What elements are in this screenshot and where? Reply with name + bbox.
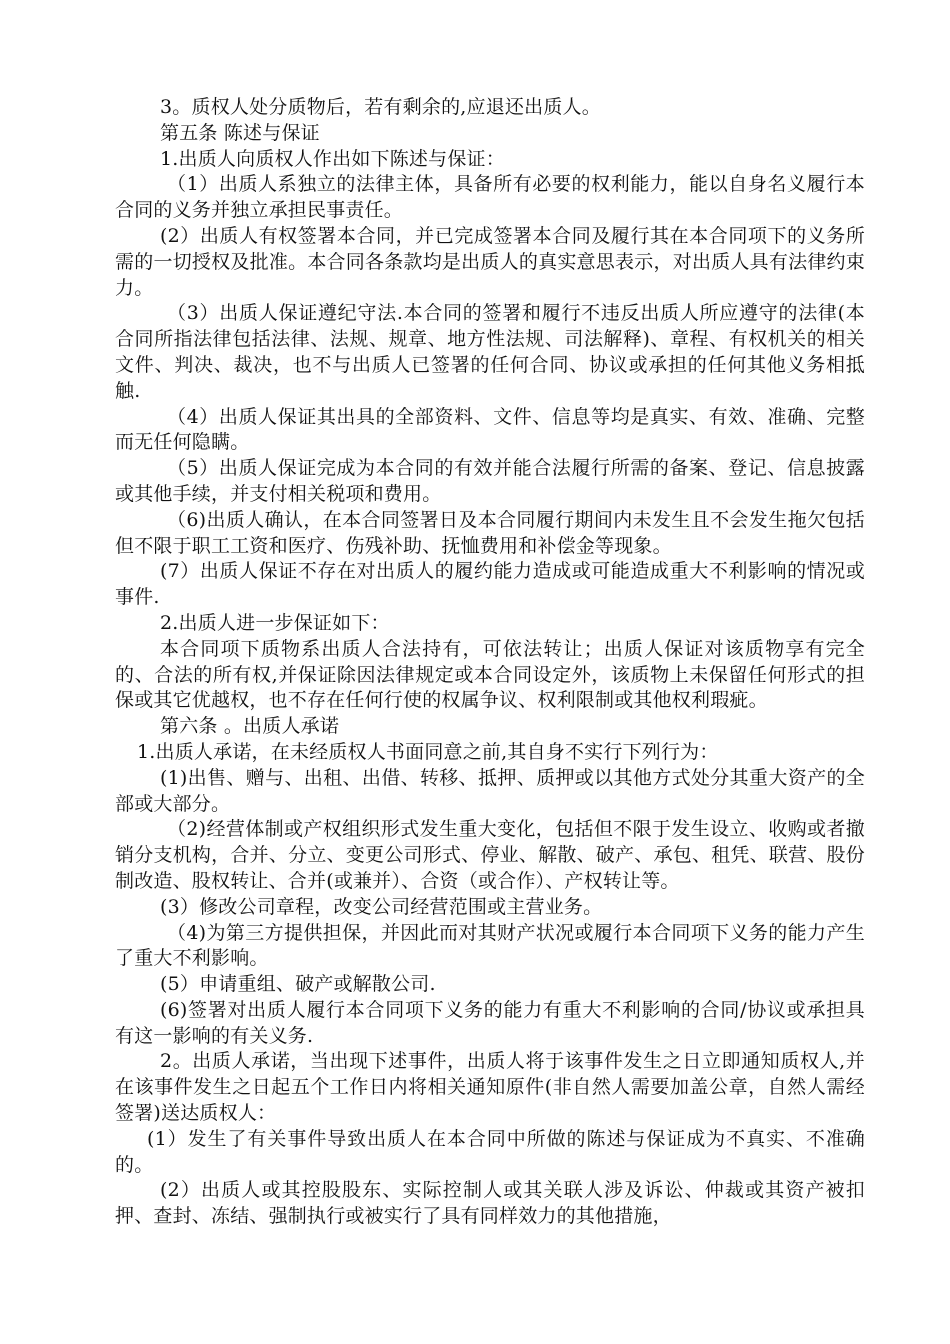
- clause-6-1-item-3: (3）修改公司章程，改变公司经营范围或主营业务。: [160, 895, 603, 918]
- paragraph-pledge-surplus: 3。质权人处分质物后，若有剩余的,应退还出质人。: [160, 96, 601, 118]
- clause-5-1-item-1: （1）出质人系独立的法律主体，具备所有必要的权利能力，能以自身名义履行本合同的义务并独立承担民事责任。: [115, 173, 865, 222]
- clause-5-2-body: 本合同项下质物系出质人合法持有，可依法转让；出质人保证对该质物享有完全的、合法的所有权,并保证除因法律规定或本合同设定外，该质物上未保留任何形式的担保或其它优越权，也不存在任何行使的权属争议、权利限制或其他权利瑕疵。: [115, 637, 865, 712]
- clause-6-2-intro: 2。出质人承诺，当出现下述事件，出质人将于该事件发生之日立即通知质权人,并在该事件发生之日起五个工作日内将相关通知原件(非自然人需要加盖公章，自然人需经签署)送达质权人：: [115, 1050, 865, 1125]
- clause-5-1-item-5: （5）出质人保证完成为本合同的有效并能合法履行所需的备案、登记、信息披露或其他手续，并支付相关税项和费用。: [115, 457, 865, 505]
- clause-6-1-intro: 1.出质人承诺，在未经质权人书面同意之前,其自身不实行下列行为：: [137, 740, 719, 763]
- clause-5-1-item-2: (2）出质人有权签署本合同，并已完成签署本合同及履行其在本合同项下的义务所需的一切授权及批准。本合同各条款均是出质人的真实意思表示，对出质人具有法律约束力。: [115, 224, 865, 299]
- clause-6-1-item-1: (1)出售、赠与、出租、出借、转移、抵押、质押或以其他方式处分其重大资产的全部或大部分。: [115, 766, 865, 815]
- clause-6-1-item-5: (5）申请重组、破产或解散公司.: [160, 973, 436, 996]
- clause-6-1-item-2: （2)经营体制或产权组织形式发生重大变化，包括但不限于发生设立、收购或者撤销分支机构，合并、分立、变更公司形式、停业、解散、破产、承包、租凭、联营、股份制改造、股权转让、合并(或兼并）、合资（或合作）、产权转让等。: [115, 818, 865, 892]
- clause-5-2-intro: 2.出质人进一步保证如下：: [160, 611, 390, 634]
- article-5-heading: 第五条 陈述与保证: [160, 121, 320, 144]
- clause-6-1-item-6: (6)签署对出质人履行本合同项下义务的能力有重大不利影响的合同/协议或承担具有这一影响的有关义务.: [115, 998, 865, 1047]
- article-6-heading: 第六条 。出质人承诺: [160, 715, 340, 738]
- clause-6-2-item-2: (2）出质人或其控股股东、实际控制人或其关联人涉及诉讼、仲裁或其资产被扣押、查封、冻结、强制执行或被实行了具有同样效力的其他措施，: [115, 1179, 865, 1228]
- clause-5-1-intro: 1.出质人向质权人作出如下陈述与保证：: [160, 147, 505, 170]
- clause-5-1-item-6: （6)出质人确认，在本合同签署日及本合同履行期间内未发生且不会发生拖欠包括但不限于职工工资和医疗、伤残补助、抚恤费用和补偿金等现象。: [115, 508, 865, 557]
- clause-5-1-item-3: （3）出质人保证遵纪守法.本合同的签署和履行不违反出质人所应遵守的法律(本合同所指法律包括法律、法规、规章、地方性法规、司法解释)、章程、有权机关的相关文件、判决、裁决，也不与出质人已签署的任何合同、协议或承担的任何其他义务相抵触.: [115, 302, 865, 402]
- clause-5-1-item-4: （4）出质人保证其出具的全部资料、文件、信息等均是真实、有效、准确、完整而无任何隐瞒。: [115, 405, 865, 454]
- clause-5-1-item-7: (7）出质人保证不存在对出质人的履约能力造成或可能造成重大不利影响的情况或事件.: [115, 560, 865, 609]
- clause-6-1-item-4: （4)为第三方提供担保，并因此而对其财产状况或履行本合同项下义务的能力产生了重大不利影响。: [115, 921, 865, 970]
- clause-6-2-item-1: (1）发生了有关事件导致出质人在本合同中所做的陈述与保证成为不真实、不准确的。: [115, 1127, 865, 1176]
- document-body: [115, 95, 865, 1230]
